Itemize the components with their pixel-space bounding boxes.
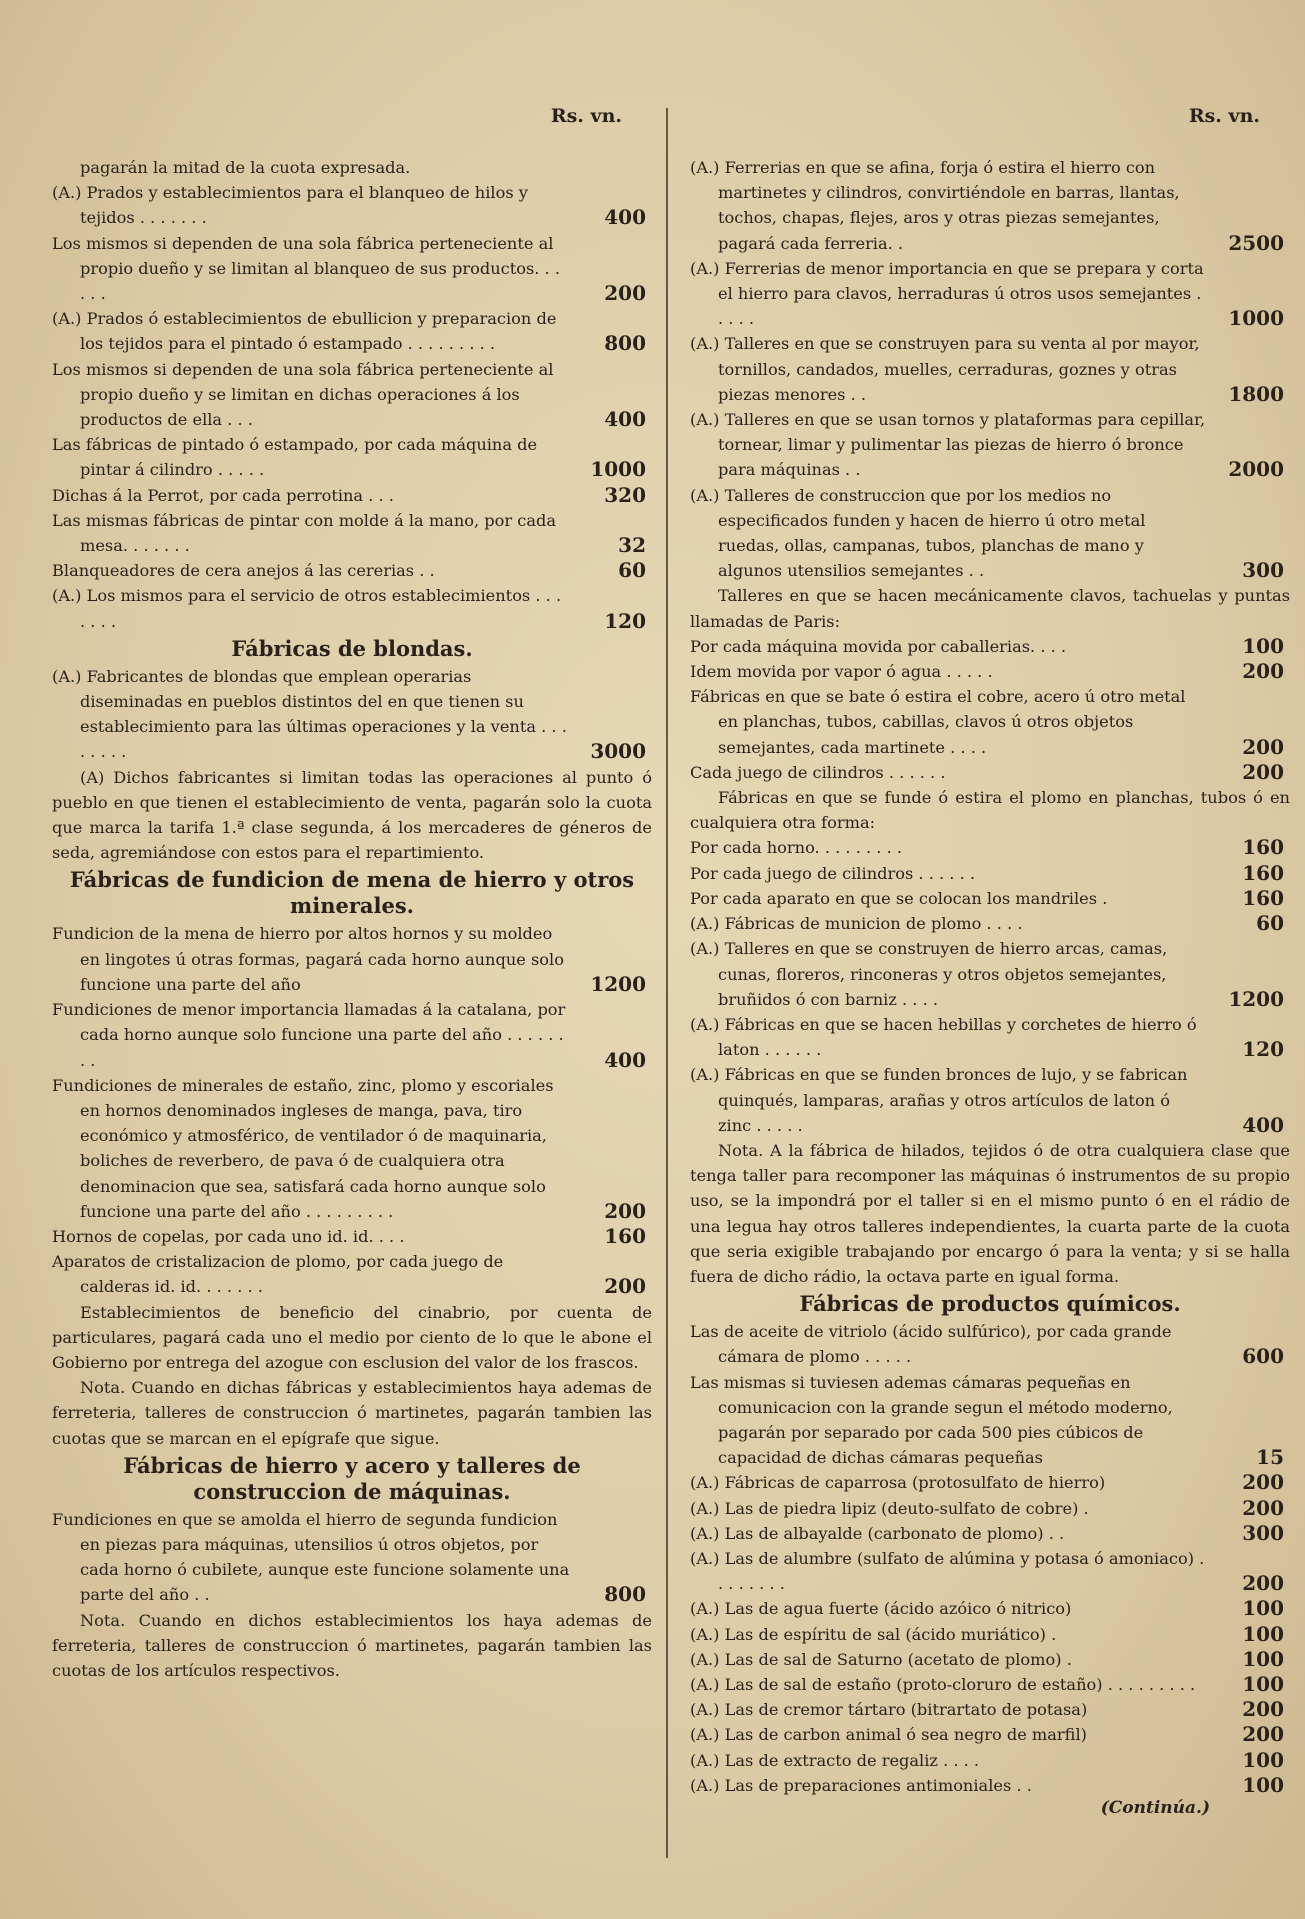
entry-amount: 200: [1242, 1697, 1284, 1722]
tariff-entry: [52, 997, 652, 1073]
entry-text: (A.) Prados y establecimientos para el blanqueo de hilos y tejidos . . . . . . .: [52, 183, 528, 228]
tariff-entry: [690, 155, 1290, 256]
entry-amount: 400: [604, 1047, 646, 1072]
tariff-entry: [52, 1249, 652, 1299]
tariff-entry: [690, 483, 1290, 584]
entry-text: (A.) Las de sal de Saturno (acetato de plomo) .: [690, 1649, 1072, 1669]
section-title: Fábricas de fundicion de mena de hierro y otros minerales.: [69, 867, 635, 919]
entry-amount: 120: [604, 608, 646, 633]
entry-amount: 160: [1242, 835, 1284, 860]
tariff-entry: [690, 1470, 1290, 1495]
entry-amount: 1800: [1228, 381, 1284, 406]
entry-text: (A.) Talleres en que se construyen para su venta al por mayor, tornillos, candados, muelles, cerraduras, goznes y otras piezas menores . .: [690, 334, 1200, 404]
entry-text: (A.) Fábricas de municion de plomo . . . .: [690, 914, 1023, 934]
entry-amount: 15: [1256, 1445, 1284, 1470]
entry-amount: 2000: [1228, 457, 1284, 482]
tariff-entry: [52, 558, 652, 583]
entry-text: Hornos de copelas, por cada uno id. id. . . .: [52, 1226, 405, 1246]
entry-amount: 200: [604, 1198, 646, 1223]
entry-amount: 200: [1242, 1722, 1284, 1747]
tariff-entry: [52, 1224, 652, 1249]
entry-amount: 100: [1242, 1646, 1284, 1671]
entry-text: (A.) Ferrerias en que se afina, forja ó estira el hierro con martinetes y cilindros, convirtiéndole en barras, llantas, tochos, chapas, flejes, aros y otras piezas semejantes, pagará cada ferreria. .: [690, 158, 1180, 253]
tariff-entry: [52, 921, 652, 997]
tariff-entry: [52, 508, 652, 558]
entry-amount: 100: [1242, 1772, 1284, 1797]
tariff-entry: [52, 1507, 652, 1608]
tariff-entry: [690, 1062, 1290, 1138]
paragraph: Fábricas en que se funde ó estira el plomo en planchas, tubos ó en cualquiera otra forma:: [690, 788, 1290, 833]
tariff-entry: [690, 936, 1290, 1012]
entry-text: (A.) Los mismos para el servicio de otros establecimientos . . . . . . .: [52, 586, 562, 631]
entry-amount: 160: [604, 1223, 646, 1248]
entry-amount: 200: [1242, 659, 1284, 684]
paragraph: Nota. Cuando en dichas fábricas y establecimientos haya ademas de ferreteria, talleres de construccion ó martinetes, pagarán tambien las cuotas que se marcan en el epígrafe que sigue.: [52, 1378, 652, 1448]
entry-amount: 160: [1242, 885, 1284, 910]
tariff-entry: [52, 180, 652, 230]
entry-text: Cada juego de cilindros . . . . . .: [690, 762, 946, 782]
entry-text: (A.) Talleres en que se usan tornos y plataformas para cepillar, tornear, limar y pulimentar las piezas de hierro ó bronce para máquinas . .: [690, 410, 1206, 480]
entry-text: Por cada horno. . . . . . . . .: [690, 838, 903, 858]
paragraph: Nota. A la fábrica de hilados, tejidos ó de otra cualquiera clase que tenga taller para recomponer las máquinas ó instrumentos de su propio uso, se la impondrá por el taller si en el mismo punto ó en el rádio de una legua hay otros talleres independientes, la cuarta parte de la cuota que seria exigible trabajando por encargo ó para la venta; y si se halla fuera de dicho rádio, la octava parte en igual forma.: [690, 1140, 1290, 1286]
tariff-entry: [690, 1370, 1290, 1471]
entry-amount: 200: [1242, 759, 1284, 784]
entry-text: Las de aceite de vitriolo (ácido sulfúrico), por cada grande cámara de plomo . . . . .: [690, 1322, 1172, 1367]
tariff-entry: [690, 1596, 1290, 1621]
tariff-entry: [690, 1748, 1290, 1773]
entry-amount: 400: [604, 205, 646, 230]
entry-text: (A.) Las de sal de estaño (proto-cloruro de estaño) . . . . . . . . .: [690, 1674, 1196, 1694]
tariff-entry: [690, 1773, 1290, 1798]
tariff-entry: [690, 1319, 1290, 1369]
entry-text: Los mismos si dependen de una sola fábrica perteneciente al propio dueño y se limitan al blanqueo de sus productos. . . . . .: [52, 233, 560, 304]
entry-amount: 100: [1242, 633, 1284, 658]
tariff-entry: [690, 1012, 1290, 1062]
entry-amount: 200: [604, 1274, 646, 1299]
entry-text: (A.) Las de agua fuerte (ácido azóico ó nitrico): [690, 1599, 1072, 1619]
tariff-entry: [690, 911, 1290, 936]
entry-text: Fundiciones de menor importancia llamadas á la catalana, por cada horno aunque solo funcione una parte del año . . . . . . . .: [52, 1000, 566, 1070]
entry-amount: 320: [604, 482, 646, 507]
tariff-entry: [690, 886, 1290, 911]
tariff-entry: [52, 357, 652, 433]
entry-text: (A.) Las de carbon animal ó sea negro de marfil): [690, 1725, 1087, 1745]
tariff-entry: [690, 684, 1290, 760]
entry-text: Por cada aparato en que se colocan los mandriles .: [690, 888, 1108, 908]
currency-header-left: Rs. vn.: [550, 105, 622, 127]
entry-text: (A.) Las de extracto de regaliz . . . .: [690, 1750, 980, 1770]
entry-amount: 60: [1256, 911, 1284, 936]
entry-amount: 200: [1242, 1495, 1284, 1520]
entry-amount: 400: [1242, 1112, 1284, 1137]
entry-amount: 100: [1242, 1747, 1284, 1772]
tariff-entry: [690, 1672, 1290, 1697]
entry-amount: 300: [1242, 558, 1284, 583]
entry-amount: 100: [1242, 1596, 1284, 1621]
tariff-entry: [690, 861, 1290, 886]
entry-amount: 800: [604, 331, 646, 356]
tariff-entry: [52, 483, 652, 508]
entry-text: (A.) Talleres de construccion que por los medios no especificados funden y hacen de hierro ú otro metal ruedas, ollas, campanas, tubos, planchas de mano y algunos utensilios semejantes . .: [690, 485, 1146, 581]
entry-amount: 600: [1242, 1344, 1284, 1369]
entry-amount: 200: [1242, 1571, 1284, 1596]
tariff-entry: [690, 407, 1290, 483]
entry-amount: 200: [1242, 734, 1284, 759]
tariff-entry: [690, 256, 1290, 332]
entry-text: (A.) Las de espíritu de sal (ácido muriático) .: [690, 1624, 1057, 1644]
currency-header-right: Rs. vn.: [1188, 105, 1260, 127]
paragraph: (A) Dichos fabricantes si limitan todas las operaciones al punto ó pueblo en que tienen el establecimiento de venta, pagarán solo la cuota que marca la tarifa 1.ª clase segunda, á los mercaderes de géneros de seda, agremiándose con estos para el repartimiento.: [52, 767, 652, 863]
tariff-entry: [52, 432, 652, 482]
entry-text: Fundiciones de minerales de estaño, zinc, plomo y escoriales en hornos denominados ingleses de manga, pava, tiro económico y atmosférico, de ventilador ó de maquinaria, boliches de reverbero, de pava ó de cualquiera otra denominacion que sea, satisfará cada horno aunque solo funcione una parte del año . . . . . . . . .: [52, 1075, 554, 1221]
paragraph: Talleres en que se hacen mecánicamente clavos, tachuelas y puntas llamadas de Paris:: [690, 586, 1290, 631]
entry-amount: 60: [618, 558, 646, 583]
tariff-entry: [690, 659, 1290, 684]
tariff-entry: [690, 1546, 1290, 1596]
entry-text: Por cada juego de cilindros . . . . . .: [690, 863, 976, 883]
entry-text: (A.) Las de piedra lipiz (deuto-sulfato de cobre) .: [690, 1498, 1089, 1518]
entry-text: Dichas á la Perrot, por cada perrotina . . .: [52, 485, 394, 505]
entry-amount: 1000: [590, 457, 646, 482]
entry-text: (A.) Fábricas de caparrosa (protosulfato de hierro): [690, 1473, 1106, 1493]
left-column: [52, 105, 652, 1879]
entry-amount: 100: [1242, 1671, 1284, 1696]
entry-text: (A.) Fábricas en que se funden bronces de lujo, y se fabrican quinqués, lamparas, arañas y otros artículos de laton ó zinc . . . . .: [690, 1065, 1188, 1135]
entry-text: (A.) Las de albayalde (carbonato de plomo) . .: [690, 1523, 1065, 1543]
left-column-content: [52, 155, 652, 1683]
entry-amount: 2500: [1228, 230, 1284, 255]
tariff-entry: [690, 634, 1290, 659]
tariff-entry: [52, 583, 652, 633]
tariff-entry: [690, 1496, 1290, 1521]
entry-amount: 1000: [1228, 306, 1284, 331]
entry-text: Las fábricas de pintado ó estampado, por cada máquina de pintar á cilindro . . . . .: [52, 435, 538, 480]
entry-amount: 200: [604, 281, 646, 306]
entry-text: (A.) Las de cremor tártaro (bitrartato de potasa): [690, 1700, 1088, 1720]
tariff-entry: [690, 1647, 1290, 1672]
entry-amount: 1200: [590, 971, 646, 996]
tariff-entry: [690, 1622, 1290, 1647]
tariff-entry: [52, 664, 652, 765]
entry-text: Por cada máquina movida por caballerias. . . .: [690, 636, 1067, 656]
tariff-entry: [52, 306, 652, 356]
paragraph: Establecimientos de beneficio del cinabrio, por cuenta de particulares, pagará cada uno el medio por ciento de lo que le abone el Gobierno por entrega del azogue con esclusion del valor de los frascos.: [52, 1302, 652, 1372]
section-title: Fábricas de productos químicos.: [799, 1291, 1181, 1317]
entry-amount: 32: [618, 533, 646, 558]
entry-text: Las mismas fábricas de pintar con molde á la mano, por cada mesa. . . . . . .: [52, 510, 557, 556]
entry-amount: 1200: [1228, 986, 1284, 1011]
column-divider: [666, 108, 668, 1858]
entry-text: (A.) Las de alumbre (sulfato de alúmina y potasa ó amoniaco) . . . . . . . .: [690, 1548, 1205, 1594]
entry-amount: 800: [604, 1582, 646, 1607]
tariff-entry: [690, 1521, 1290, 1546]
tariff-entry: [690, 760, 1290, 785]
tariff-entry: [52, 231, 652, 307]
right-column: [690, 105, 1290, 1879]
entry-text: (A.) Fabricantes de blondas que emplean operarias diseminadas en pueblos distintos del en que tienen su establecimiento para las últimas operaciones y la venta . . . . . . . .: [52, 666, 567, 762]
section-title: Fábricas de hierro y acero y talleres de construccion de máquinas.: [123, 1452, 581, 1504]
entry-text: (A.) Ferrerias de menor importancia en que se prepara y corta el hierro para clavos, herraduras ú otros usos semejantes . . . . .: [690, 258, 1204, 329]
entry-amount: 100: [1242, 1621, 1284, 1646]
tariff-entry: [690, 1697, 1290, 1722]
continua-note: (Continúa.): [1100, 1798, 1210, 1818]
paragraph: pagarán la mitad de la cuota expresada.: [80, 158, 411, 177]
tariff-entry: [690, 331, 1290, 407]
entry-text: Fundicion de la mena de hierro por altos hornos y su moldeo en lingotes ú otras formas, pagará cada horno aunque solo funcione una parte del año: [52, 924, 564, 994]
section-title: Fábricas de blondas.: [231, 635, 473, 661]
entry-text: (A.) Prados ó establecimientos de ebullicion y preparacion de los tejidos para el pintado ó estampado . . . . . . . . .: [52, 309, 557, 354]
entry-text: (A.) Fábricas en que se hacen hebillas y corchetes de hierro ó laton . . . . . .: [690, 1014, 1197, 1060]
entry-amount: 160: [1242, 860, 1284, 885]
entry-text: Idem movida por vapor ó agua . . . . .: [690, 662, 993, 682]
entry-amount: 400: [604, 407, 646, 432]
entry-text: (A.) Las de preparaciones antimoniales . .: [690, 1775, 1032, 1795]
entry-text: Aparatos de cristalizacion de plomo, por cada juego de calderas id. id. . . . . . .: [52, 1252, 504, 1297]
tariff-entry: [690, 835, 1290, 860]
entry-text: Fábricas en que se bate ó estira el cobre, acero ú otro metal en planchas, tubos, cabillas, clavos ú otros objetos semejantes, cada martinete . . . .: [690, 687, 1186, 757]
tariff-entry: [690, 1722, 1290, 1747]
entry-text: Blanqueadores de cera anejos á las cererias . .: [52, 561, 435, 581]
entry-text: Los mismos si dependen de una sola fábrica perteneciente al propio dueño y se limitan en dichas operaciones á los productos de ella . . .: [52, 359, 554, 430]
entry-amount: 3000: [590, 739, 646, 764]
entry-amount: 200: [1242, 1470, 1284, 1495]
entry-amount: 300: [1242, 1520, 1284, 1545]
entry-amount: 120: [1242, 1037, 1284, 1062]
entry-text: (A.) Talleres en que se construyen de hierro arcas, camas, cunas, floreros, rinconeras y otros objetos semejantes, bruñidos ó con barniz . . . .: [690, 939, 1168, 1009]
entry-text: Fundiciones en que se amolda el hierro de segunda fundicion en piezas para máquinas, utensilios ú otros objetos, por cada horno ó cubilete, aunque este funcione solamente una parte del año . .: [52, 1509, 570, 1605]
paragraph: Nota. Cuando en dichos establecimientos los haya ademas de ferreteria, talleres de construccion ó martinetes, pagarán tambien las cuotas de los artículos respectivos.: [52, 1610, 652, 1680]
tariff-entry: [52, 1073, 652, 1224]
entry-text: Las mismas si tuviesen ademas cámaras pequeñas en comunicacion con la grande segun el método moderno, pagarán por separado por cada 500 pies cúbicos de capacidad de dichas cámaras pequeñas: [690, 1372, 1173, 1468]
right-column-content: [690, 155, 1290, 1798]
